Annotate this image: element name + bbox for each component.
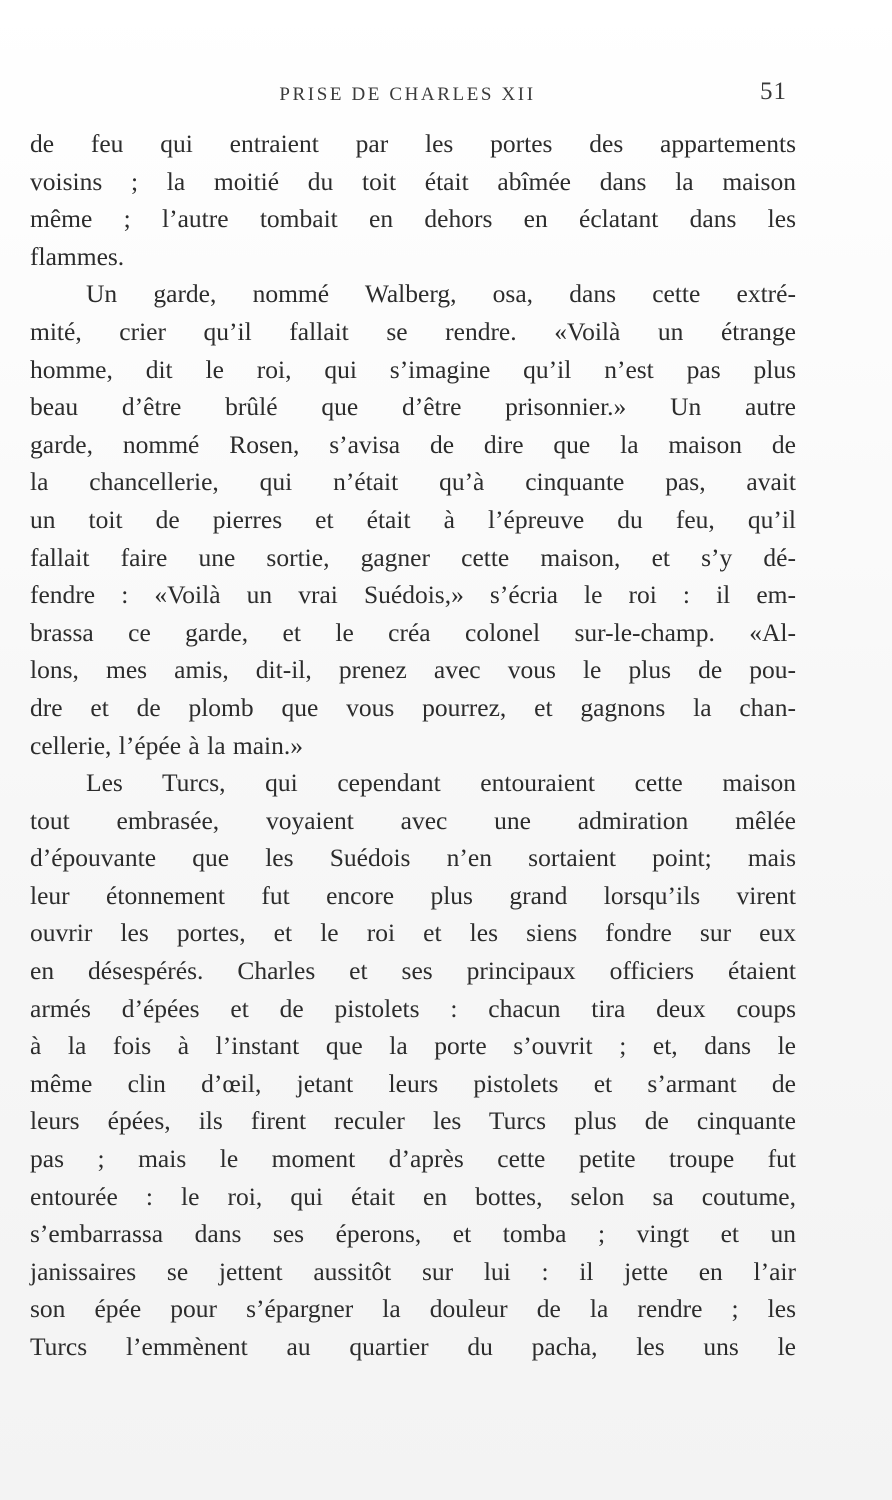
text-line: brassa ce garde, et le créa colonel sur-le-champ. «Al-: [30, 617, 796, 647]
text-line: lons, mes amis, dit-il, prenez avec vous le plus de pou-: [30, 655, 796, 685]
running-title: PRISE DE CHARLES XII: [279, 84, 536, 105]
text-line: Turcs l’emmènent au quartier du pacha, les uns le: [30, 1332, 796, 1361]
text-line: garde, nommé Rosen, s’avisa de dire que la maison de: [30, 429, 796, 459]
text-line: mité, crier qu’il fallait se rendre. «Voilà un étrange: [30, 316, 796, 346]
text-line: leurs épées, ils firent reculer les Turcs plus de cinquante: [30, 1106, 796, 1136]
text-line: fallait faire une sortie, gagner cette maison, et s’y dé-: [30, 542, 796, 572]
text-line: d’épouvante que les Suédois n’en sortaient point; mais: [30, 843, 796, 873]
text-line: fendre : «Voilà un vrai Suédois,» s’écria le roi : il em-: [30, 580, 796, 610]
text-line: pas ; mais le moment d’après cette petite troupe fut: [30, 1144, 796, 1174]
text-line: en désespérés. Charles et ses principaux officiers étaient: [30, 956, 796, 986]
text-line: un toit de pierres et était à l’épreuve du feu, qu’il: [30, 504, 796, 534]
page-number: 51: [760, 78, 787, 105]
text-line: même clin d’œil, jetant leurs pistolets et s’armant de: [30, 1068, 796, 1098]
text-line: Les Turcs, qui cependant entouraient cette maison: [86, 768, 796, 798]
text-line: cellerie, l’épée à la main.»: [30, 730, 304, 760]
text-line: même ; l’autre tombait en dehors en éclatant dans les: [30, 204, 796, 234]
text-line: de feu qui entraient par les portes des appartements: [30, 129, 796, 158]
text-line: leur étonnement fut encore plus grand lorsqu’ils virent: [30, 880, 796, 910]
running-head: [20, 78, 795, 112]
text-line: son épée pour s’épargner la douleur de la rendre ; les: [30, 1294, 796, 1324]
text-line: homme, dit le roi, qui s’imagine qu’il n’est pas plus: [30, 354, 796, 384]
paragraph-1: [30, 125, 796, 275]
body-text: [30, 125, 796, 1366]
text-line: dre et de plomb que vous pourrez, et gagnons la chan-: [30, 692, 796, 722]
text-line: armés d’épées et de pistolets : chacun tira deux coups: [30, 993, 796, 1023]
text-line: à la fois à l’instant que la porte s’ouvrit ; et, dans le: [30, 1031, 796, 1061]
text-line: voisins ; la moitié du toit était abîmée dans la maison: [30, 166, 796, 196]
text-line: flammes.: [30, 241, 125, 271]
text-line: s’embarrassa dans ses éperons, et tomba ; vingt et un: [30, 1219, 796, 1249]
text-line: tout embrasée, voyaient avec une admiration mêlée: [30, 805, 796, 835]
text-line: beau d’être brûlé que d’être prisonnier.» Un autre: [30, 392, 796, 422]
text-line: janissaires se jettent aussitôt sur lui : il jette en l’air: [30, 1256, 796, 1286]
paragraph-3: [30, 764, 796, 1366]
text-line: ouvrir les portes, et le roi et les siens fondre sur eux: [30, 918, 796, 948]
text-line: Un garde, nommé Walberg, osa, dans cette extré-: [86, 279, 796, 309]
paragraph-2: [30, 275, 796, 764]
text-line: la chancellerie, qui n’était qu’à cinquante pas, avait: [30, 467, 796, 497]
text-line: entourée : le roi, qui était en bottes, selon sa coutume,: [30, 1181, 796, 1211]
